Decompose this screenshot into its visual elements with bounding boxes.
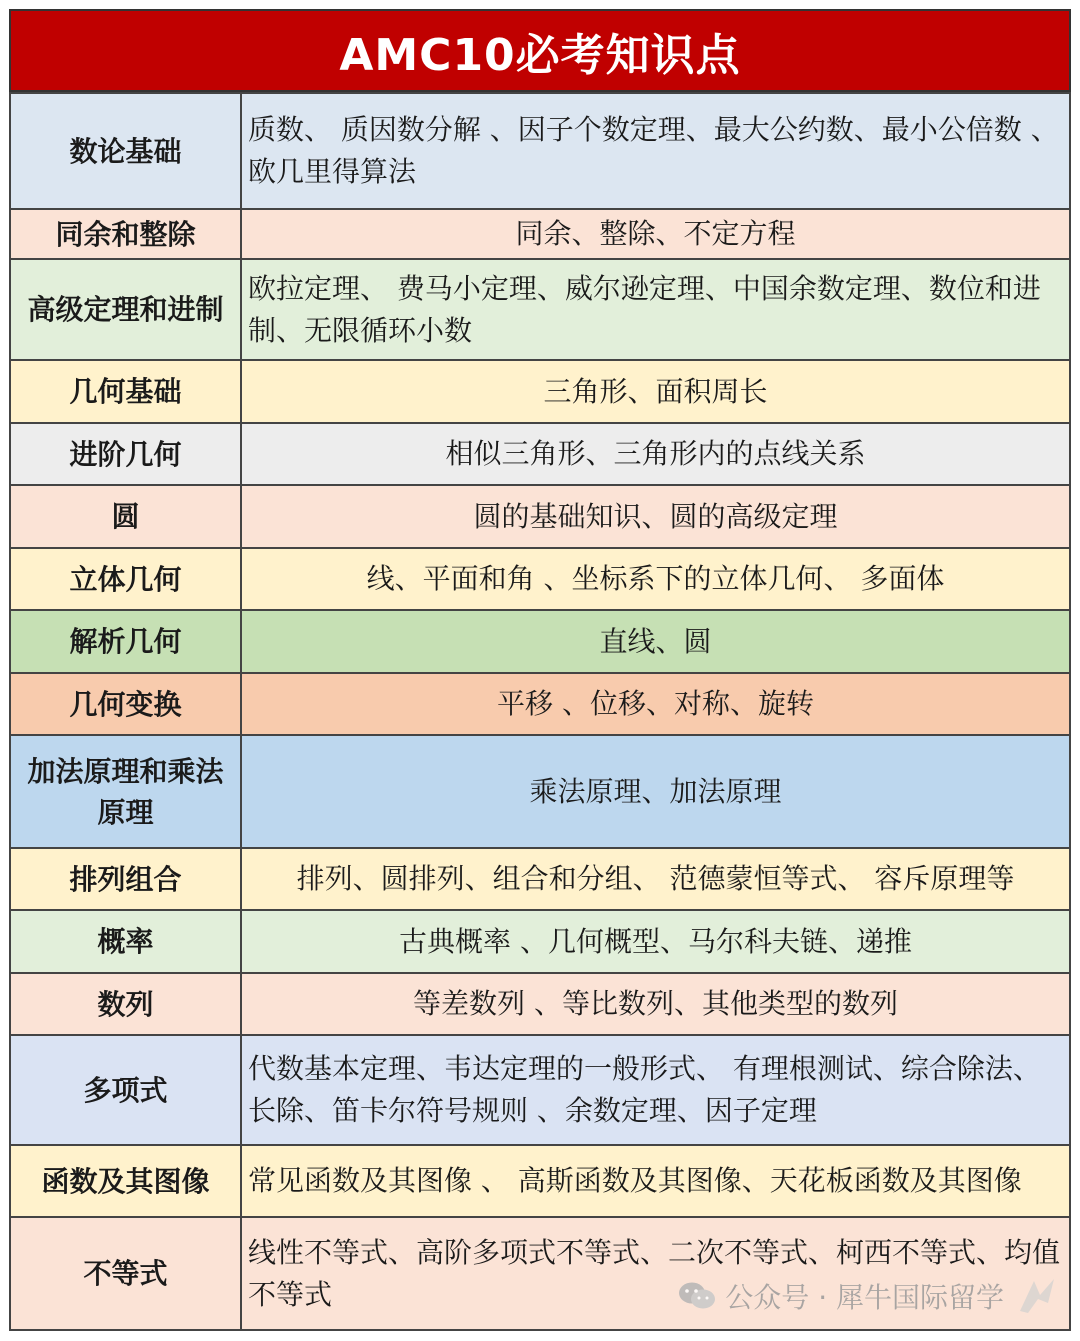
- row-content: 古典概率 、几何概型、马尔科夫链、递推: [241, 910, 1070, 973]
- row-category: 进阶几何: [10, 423, 241, 485]
- row-category: 不等式: [10, 1217, 241, 1330]
- row-content: 线性不等式、高阶多项式不等式、二次不等式、柯西不等式、均值不等式: [241, 1217, 1070, 1330]
- row-category: 几何基础: [10, 360, 241, 423]
- table-row: [10, 848, 1070, 910]
- table-row: [10, 610, 1070, 673]
- table-row: [10, 485, 1070, 548]
- knowledge-table: [9, 92, 1071, 1331]
- row-category: 函数及其图像: [10, 1145, 241, 1217]
- row-category: 数论基础: [10, 93, 241, 209]
- rhino-logo-icon: [1014, 1273, 1060, 1319]
- row-content: 乘法原理、加法原理: [241, 735, 1070, 848]
- row-content: 等差数列 、等比数列、其他类型的数列: [241, 973, 1070, 1035]
- row-category: 几何变换: [10, 673, 241, 735]
- wechat-icon: [677, 1280, 717, 1312]
- table-row: [10, 360, 1070, 423]
- row-category: 多项式: [10, 1035, 241, 1145]
- row-category: 概率: [10, 910, 241, 973]
- row-content: 三角形、面积周长: [241, 360, 1070, 423]
- table-row: [10, 209, 1070, 259]
- table-row: [10, 735, 1070, 848]
- table-row: [10, 259, 1070, 360]
- table-row: [10, 1145, 1070, 1217]
- row-content: 平移 、位移、对称、旋转: [241, 673, 1070, 735]
- row-content: 排列、圆排列、组合和分组、 范德蒙恒等式、 容斥原理等: [241, 848, 1070, 910]
- row-content: 直线、圆: [241, 610, 1070, 673]
- row-category: 加法原理和乘法原理: [10, 735, 241, 848]
- row-category: 数列: [10, 973, 241, 1035]
- table-row: [10, 973, 1070, 1035]
- row-category: 排列组合: [10, 848, 241, 910]
- row-content: 线、平面和角 、坐标系下的立体几何、 多面体: [241, 548, 1070, 610]
- row-content: 代数基本定理、韦达定理的一般形式、 有理根测试、综合除法、长除、笛卡尔符号规则 、余数定理、因子定理: [241, 1035, 1070, 1145]
- table-row: [10, 1035, 1070, 1145]
- row-category: 解析几何: [10, 610, 241, 673]
- row-content: 欧拉定理、 费马小定理、威尔逊定理、中国余数定理、数位和进制、无限循环小数: [241, 259, 1070, 360]
- row-content: 常见函数及其图像 、 高斯函数及其图像、天花板函数及其图像: [241, 1145, 1070, 1217]
- row-category: 同余和整除: [10, 209, 241, 259]
- row-content: 同余、整除、不定方程: [241, 209, 1070, 259]
- watermark: [677, 1273, 1060, 1319]
- row-category: 圆: [10, 485, 241, 548]
- row-category: 高级定理和进制: [10, 259, 241, 360]
- table-title: AMC10必考知识点: [9, 9, 1071, 92]
- table-row: [10, 910, 1070, 973]
- row-content: 相似三角形、三角形内的点线关系: [241, 423, 1070, 485]
- table-row: [10, 673, 1070, 735]
- knowledge-table-sheet: [9, 9, 1071, 1331]
- watermark-text: 公众号 · 犀牛国际留学: [725, 1281, 1004, 1314]
- table-row: [10, 548, 1070, 610]
- row-category: 立体几何: [10, 548, 241, 610]
- table-row: [10, 93, 1070, 209]
- row-content: 圆的基础知识、圆的高级定理: [241, 485, 1070, 548]
- row-content: 质数、 质因数分解 、因子个数定理、最大公约数、最小公倍数 、欧几里得算法: [241, 93, 1070, 209]
- table-row: [10, 423, 1070, 485]
